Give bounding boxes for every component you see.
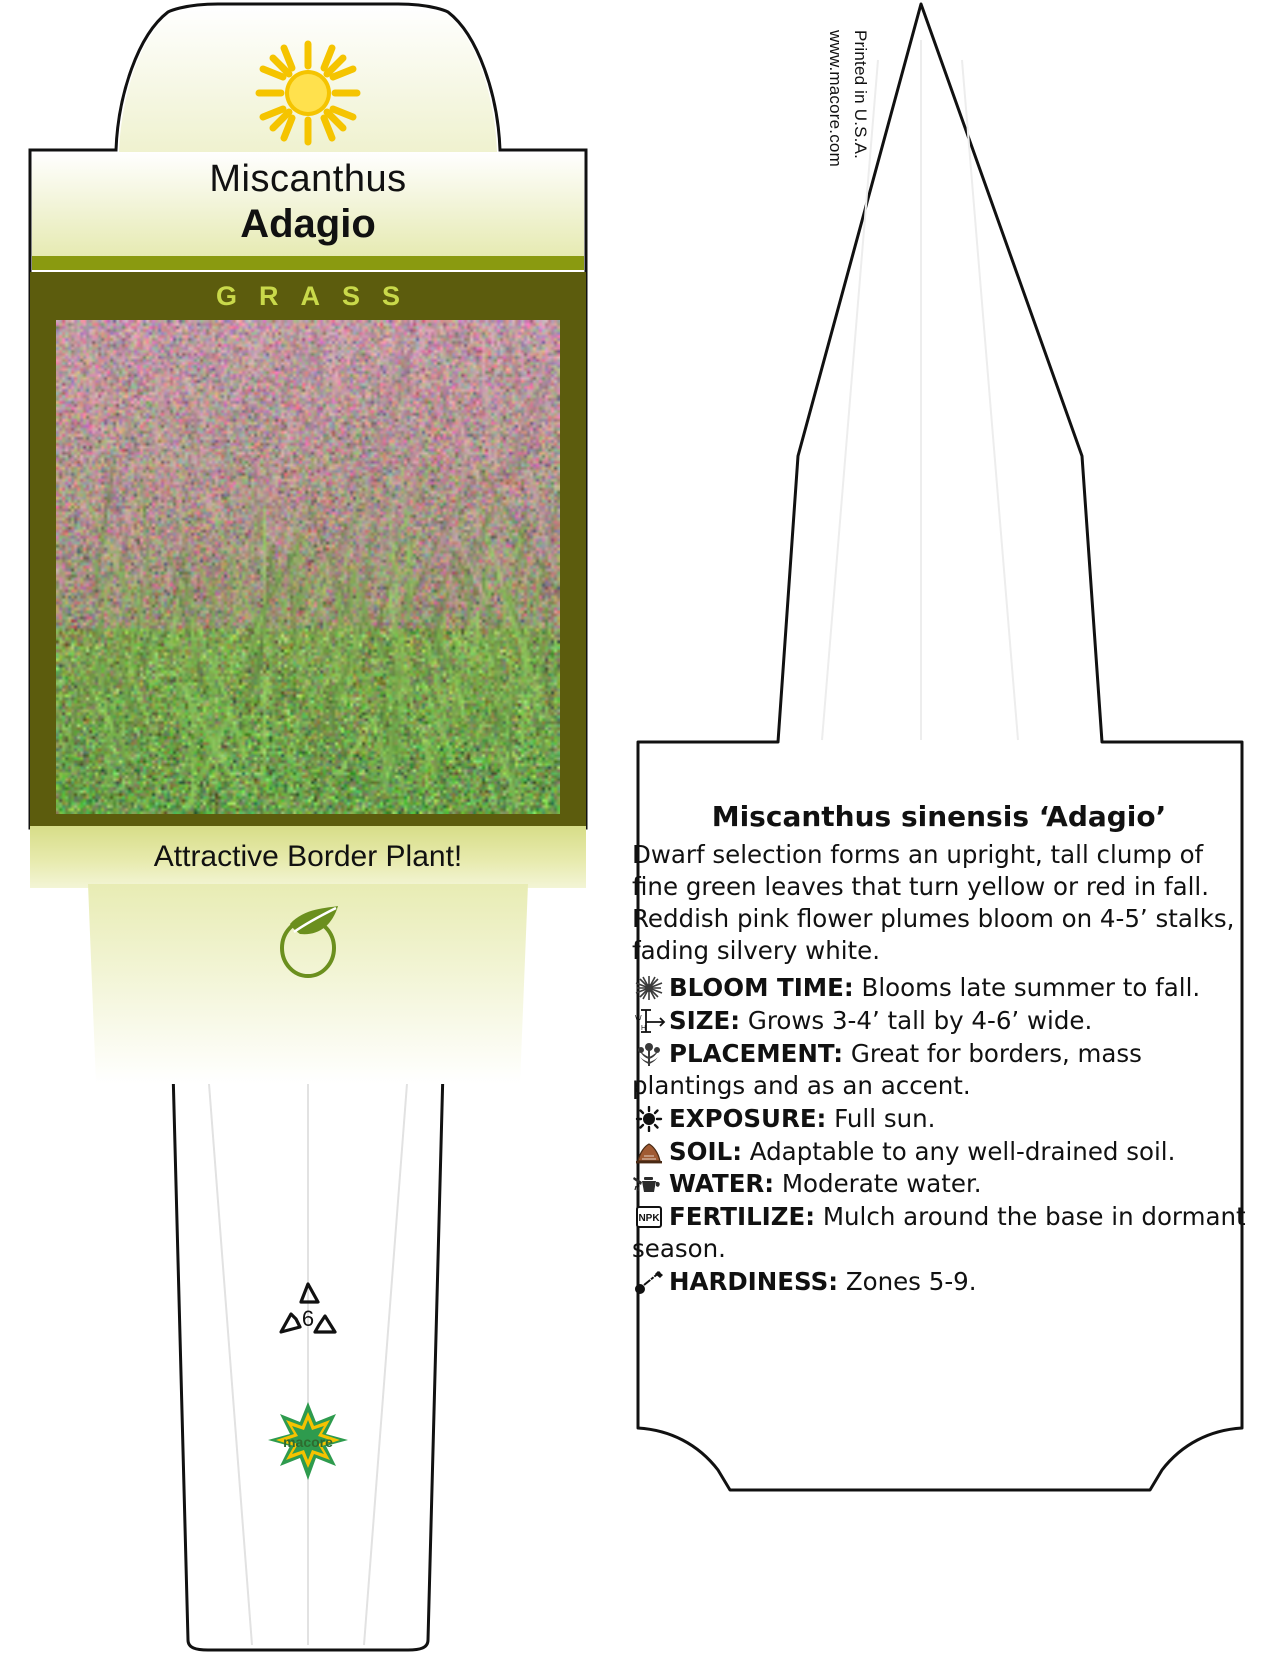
plant-description: Dwarf selection forms an upright, tall clump of fine green leaves that turn yellow or red in fall. Reddish pink flower plumes bloom on 4-5’ stalks, fading silvery white. [632,840,1235,965]
care-item-water [632,1168,1246,1200]
macore-wordmark: macore [283,1434,333,1450]
back-plant-tag [610,0,1270,1654]
plant-photo [56,320,560,814]
leaf-logo [270,900,346,980]
tagline-band [30,826,586,888]
care-value-bloom-time: Blooms late summer to fall. [861,973,1201,1003]
care-value-exposure: Full sun. [834,1103,936,1133]
recycle-icon [271,1278,345,1344]
care-label-size: SIZE: [669,1006,741,1036]
care-item-soil [632,1136,1246,1168]
care-item-size [632,1005,1246,1037]
plant-title [30,160,586,246]
plant-cultivar: Adagio [240,201,376,246]
care-item-fertilize [632,1201,1246,1265]
front-plant-tag [8,0,608,1654]
recycle-code: 6 [301,1306,315,1331]
care-item-placement [632,1038,1246,1102]
care-label-placement: PLACEMENT: [669,1039,844,1069]
care-label-soil: SOIL: [669,1136,742,1166]
svg-text:W: W [635,1015,642,1023]
care-value-hardiness: Zones 5-9. [845,1266,977,1296]
plant-photo-canvas [56,320,560,814]
printed-in-usa: Printed in U.S.A. [851,30,870,160]
photo-frame [30,272,586,832]
watering-can-icon [632,1171,666,1197]
botanical-name: Miscanthus sinensis ‘Adagio’ [711,800,1167,833]
sun-icon [632,1106,666,1132]
soil-pile-icon [632,1139,666,1165]
svg-text:NPK: NPK [638,1213,660,1225]
size-arrows-icon [632,1008,666,1034]
care-label-fertilize: FERTILIZE: [669,1202,816,1232]
sun-icon [253,38,363,148]
npk-bag-icon [632,1204,666,1230]
category-label: GRASS [215,281,423,311]
plants-icon [632,1041,666,1067]
care-label-water: WATER: [669,1169,775,1199]
care-value-soil: Adaptable to any well-drained soil. [749,1136,1176,1166]
care-item-exposure [632,1103,1246,1135]
svg-text:H: H [641,1025,647,1033]
care-label-exposure: EXPOSURE: [669,1103,827,1133]
care-value-placement: Great for borders, mass plantings and as an accent. [632,1039,1142,1100]
macore-logo [256,1396,360,1488]
care-item-hardiness [632,1266,1246,1298]
care-label-bloom-time: BLOOM TIME: [669,973,854,1003]
care-value-fertilize: Mulch around the base in dormant season. [632,1202,1246,1264]
macore-url: www.macore.com [826,30,846,167]
care-item-bloom-time [632,972,1246,1004]
tagline-text: Attractive Border Plant! [153,840,463,873]
printed-in-block [692,30,872,230]
back-info-body [632,800,1246,1299]
care-value-size: Grows 3-4’ tall by 4-6’ wide. [747,1006,1093,1036]
care-label-hardiness: HARDINESS: [669,1266,839,1296]
care-value-water: Moderate water. [781,1169,982,1199]
plant-genus: Miscanthus [209,158,407,200]
care-list [632,972,1246,1297]
thermometer-icon [632,1269,666,1295]
flower-icon [632,975,666,1001]
